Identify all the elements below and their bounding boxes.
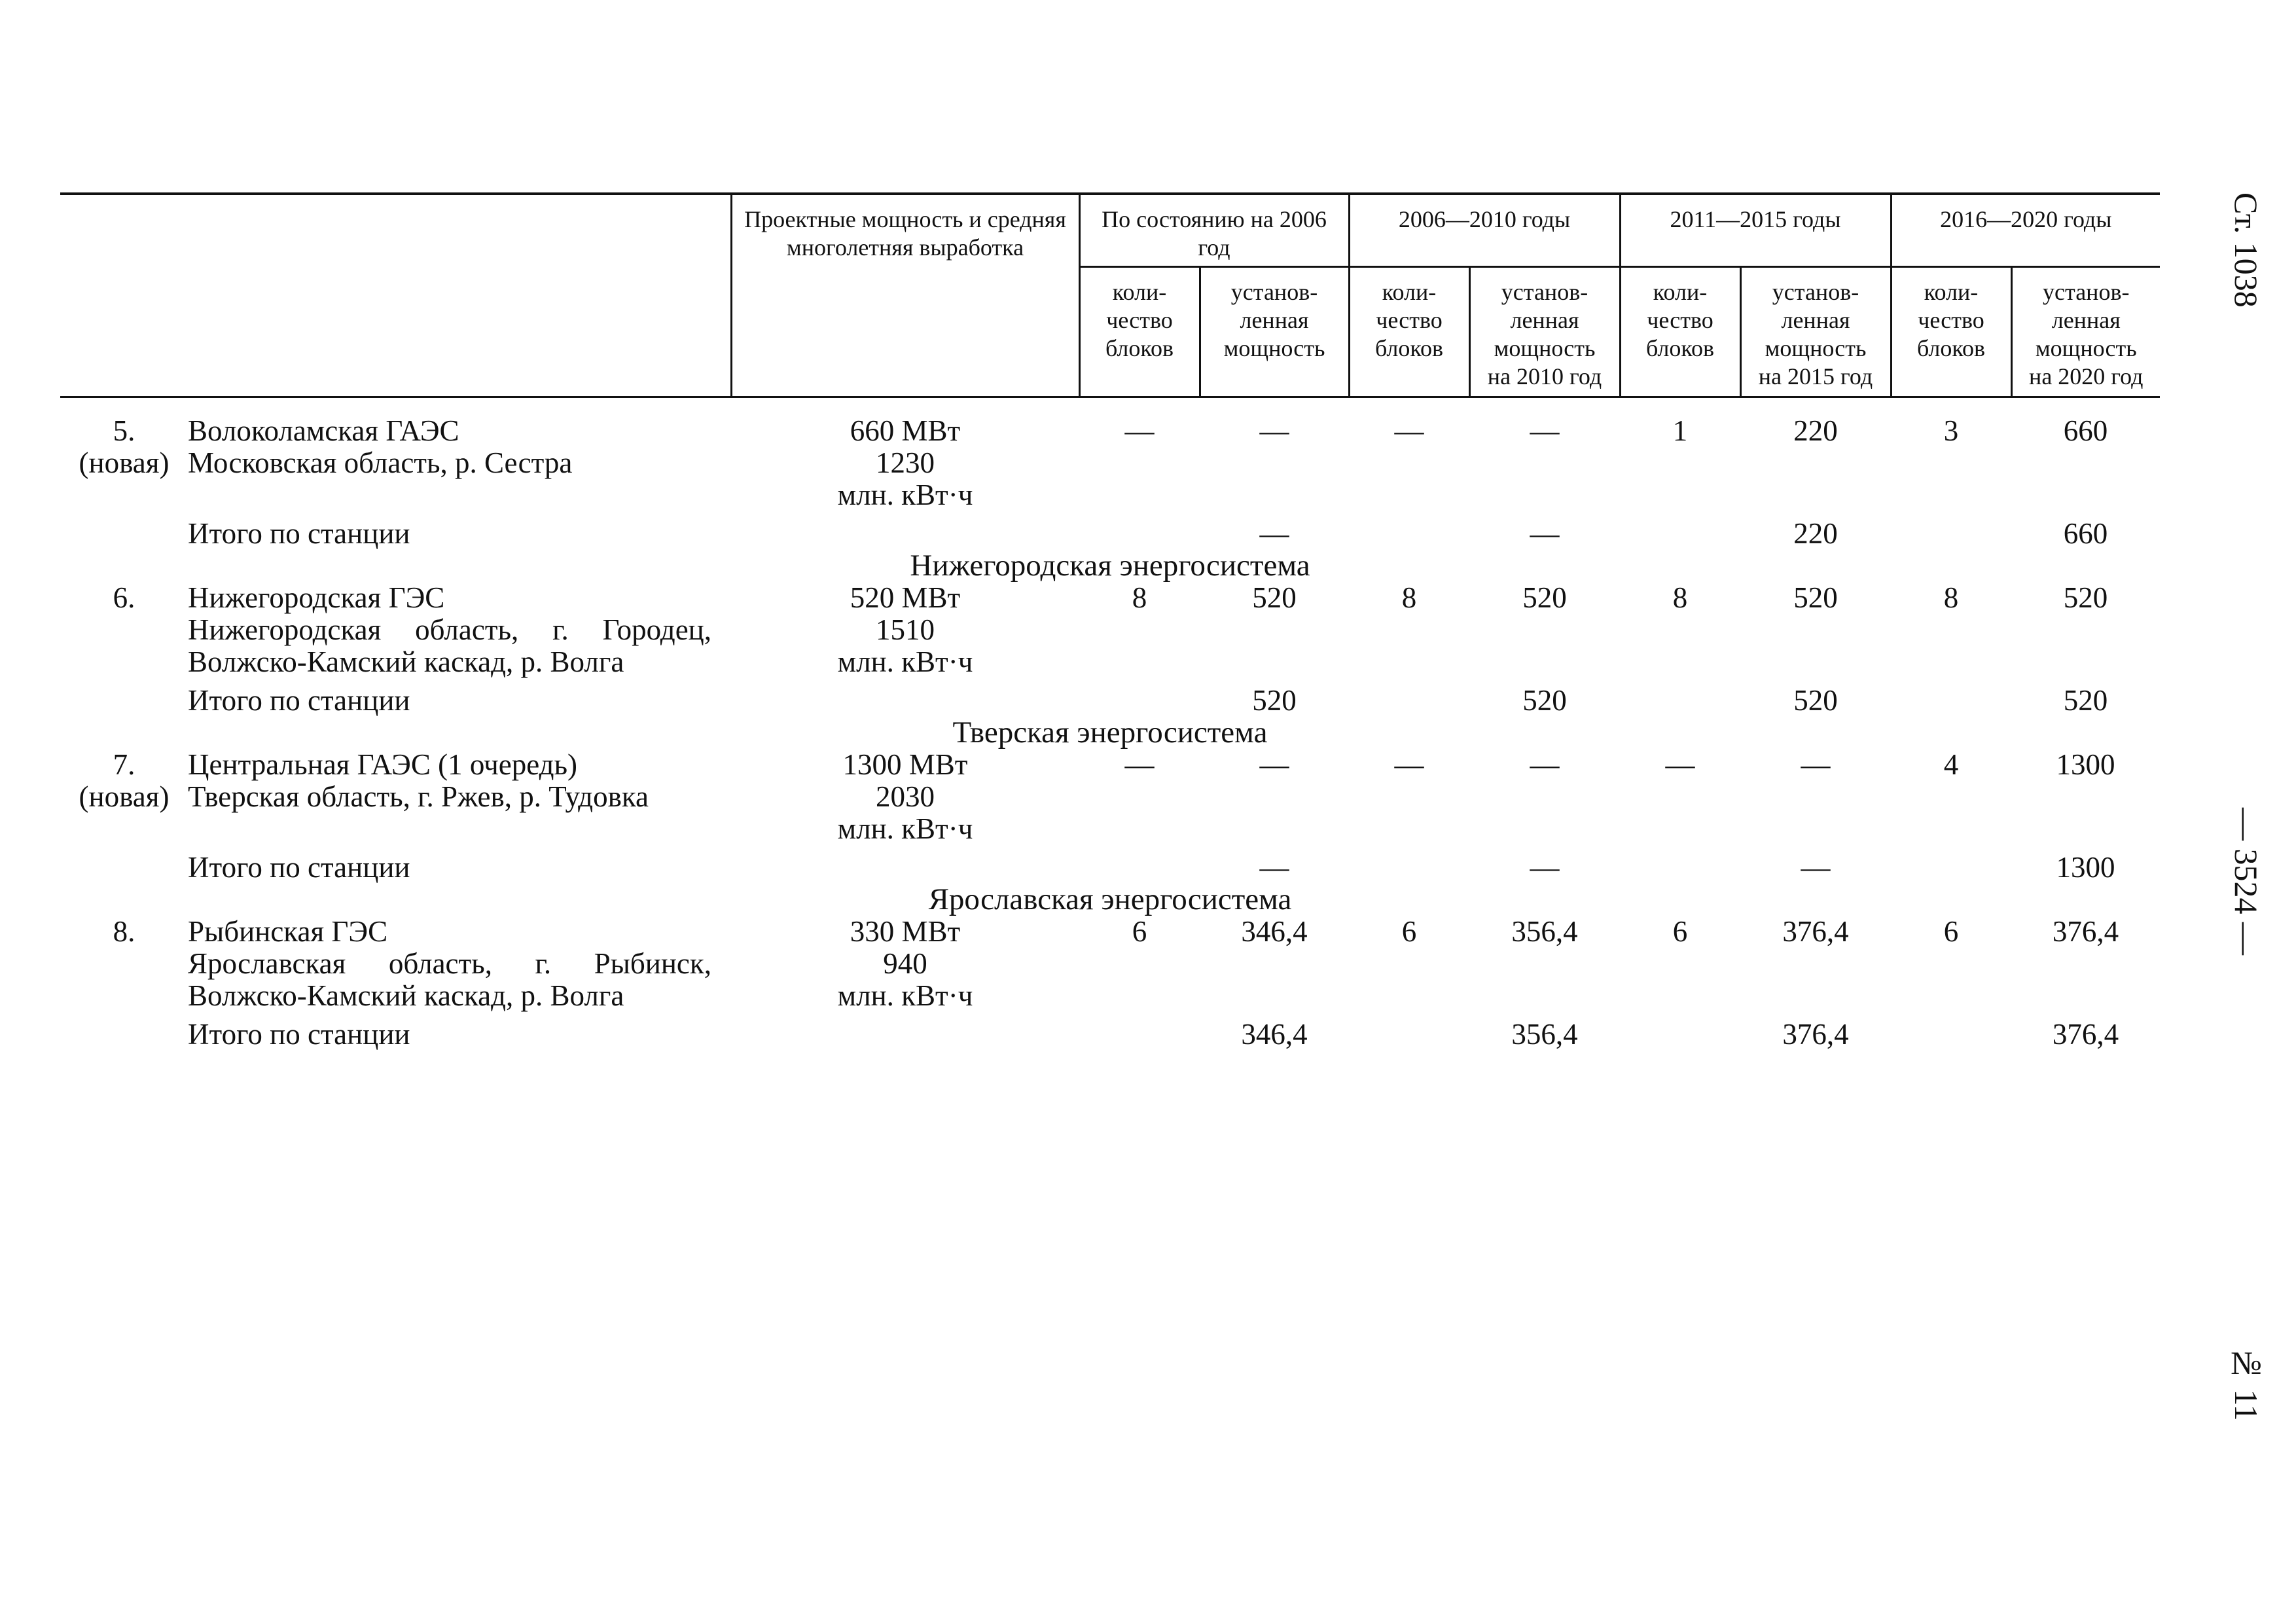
section-title: Ярославская энергосистема [928,882,1292,916]
units-count: 8 [1401,581,1417,614]
design-power: 660 МВт [850,414,961,447]
spacer-row [60,397,2160,416]
section-title: Тверская энергосистема [952,715,1268,749]
subheader-2: коли- чество блоков [1349,267,1469,397]
design-power: 1300 МВт [842,748,968,781]
total-blank [1620,678,1740,717]
section-row [60,717,2160,749]
station-location: Тверская область, г. Ржев, р. Тудовка [188,780,649,813]
table-row [60,582,2160,678]
total-label: Итого по станции [188,684,410,717]
station-name-cell [188,582,731,678]
station-location: Московская область, р. Сестра [188,446,573,479]
total-capacity: 520 [1522,684,1567,717]
units-count: 1 [1672,414,1688,447]
total-capacity: 1300 [2056,851,2115,884]
units-count: 4 [1943,748,1959,781]
table-body [60,397,2160,1051]
design-output: 1510 [876,613,935,646]
total-capacity: — [1801,851,1831,884]
total-capacity: 520 [2063,684,2108,717]
total-blank [1349,845,1469,884]
total-blank [1349,511,1469,550]
design-output-unit: млн. кВт·ч [837,645,973,678]
station-location: Волжско-Камский каскад, р. Волга [188,645,624,678]
station-name: Волоколамская ГАЭС [188,414,459,447]
installed-capacity: — [1801,748,1831,781]
total-blank [1079,678,1200,717]
total-blank [1620,1012,1740,1051]
table-row [60,916,2160,1012]
header-design-capacity: Проектные мощность и средняя многолетняя выработка [731,194,1079,397]
design-capacity-cell [731,582,1079,678]
units-count: 6 [1943,915,1959,948]
subheader-3: установ- ленная мощность на 2010 год [1469,267,1620,397]
station-name: Нижегородская ГЭС [188,581,445,614]
header-blank [60,194,731,397]
station-number: 6. [113,581,135,614]
section-title: Нижегородская энергосистема [910,549,1310,583]
subheader-5: установ- ленная мощность на 2015 год [1740,267,1891,397]
installed-capacity: 660 [2063,414,2108,447]
table-header [60,194,2160,397]
installed-capacity: 356,4 [1511,915,1578,948]
station-number: 5. [113,414,135,447]
total-blank [1891,678,2011,717]
total-blank [1620,845,1740,884]
spacer [60,397,2160,416]
total-capacity: — [1530,517,1560,550]
capacity-table [60,192,2160,1051]
installed-capacity: 376,4 [1782,915,1849,948]
station-number: 8. [113,915,135,948]
units-count: 6 [1132,915,1147,948]
station-name-cell [188,415,731,511]
installed-capacity: 346,4 [1241,915,1308,948]
design-capacity-cell [731,916,1079,1012]
total-capacity: 520 [1793,684,1838,717]
station-location: Волжско-Камский каскад, р. Волга [188,979,624,1012]
units-count: — [1124,748,1155,781]
total-capacity: 660 [2063,517,2108,550]
installed-capacity: — [1259,414,1289,447]
subheader-4: коли- чество блоков [1620,267,1740,397]
total-row [60,678,2160,717]
station-name: Рыбинская ГЭС [188,915,388,948]
design-capacity-cell [731,415,1079,511]
station-location: Ярославская область, г. Рыбинск, [188,947,711,980]
total-capacity: 220 [1793,517,1838,550]
page-number: — 3524 — [2228,808,2265,955]
units-count: 8 [1943,581,1959,614]
units-count: 6 [1672,915,1688,948]
total-capacity: — [1530,851,1560,884]
units-count: — [1394,748,1424,781]
total-blank [1891,1012,2011,1051]
station-number-cell [60,582,188,678]
total-capacity: 520 [1252,684,1297,717]
installed-capacity: 1300 [2056,748,2115,781]
total-blank [60,678,188,717]
page-side-margin [2225,192,2267,1469]
total-label: Итого по станции [188,851,410,884]
station-name: Центральная ГАЭС (1 очередь) [188,748,578,781]
design-output: 1230 [876,446,935,479]
design-output-unit: млн. кВт·ч [837,979,973,1012]
total-row [60,845,2160,884]
installed-capacity: — [1259,748,1289,781]
total-blank [1349,678,1469,717]
total-row [60,1012,2160,1051]
design-output-unit: млн. кВт·ч [837,812,973,845]
total-blank [731,511,1079,550]
header-group-2011-2015: 2011—2015 годы [1620,194,1891,267]
total-blank [731,845,1079,884]
units-count: 3 [1943,414,1959,447]
total-capacity: 356,4 [1511,1018,1578,1051]
header-group-2006-2010: 2006—2010 годы [1349,194,1620,267]
subheader-7: установ- ленная мощность на 2020 год [2011,267,2160,397]
total-capacity: — [1259,851,1289,884]
units-count: 8 [1132,581,1147,614]
station-location: Нижегородская область, г. Городец, [188,613,711,646]
total-capacity: 376,4 [2052,1018,2119,1051]
installed-capacity: — [1530,748,1560,781]
total-capacity: 376,4 [1782,1018,1849,1051]
issue-number: № 11 [2228,1344,2265,1421]
total-capacity: — [1259,517,1289,550]
total-blank [1620,511,1740,550]
installed-capacity: 520 [2063,581,2108,614]
total-blank [1079,1012,1200,1051]
total-blank [1079,511,1200,550]
page-label: Ст. 1038 [2228,192,2265,308]
total-label: Итого по станции [188,517,410,550]
table-row [60,749,2160,845]
station-name-cell [188,749,731,845]
installed-capacity: 220 [1793,414,1838,447]
units-count: — [1124,414,1155,447]
station-number: 7. [113,748,135,781]
units-count: — [1665,748,1695,781]
total-capacity: 346,4 [1241,1018,1308,1051]
station-tag: (новая) [79,446,170,479]
units-count: 8 [1672,581,1688,614]
design-power: 520 МВт [850,581,961,614]
design-output-unit: млн. кВт·ч [837,478,973,511]
station-number-cell [60,749,188,845]
total-blank [731,1012,1079,1051]
header-group-2016-2020: 2016—2020 годы [1891,194,2160,267]
installed-capacity: 520 [1252,581,1297,614]
total-blank [60,511,188,550]
total-blank [60,1012,188,1051]
units-count: — [1394,414,1424,447]
installed-capacity: 520 [1522,581,1567,614]
total-blank [1349,1012,1469,1051]
header-group-2006: По состоянию на 2006 год [1079,194,1349,267]
total-blank [731,678,1079,717]
subheader-1: установ- ленная мощность [1200,267,1349,397]
total-blank [1891,845,2011,884]
subheader-6: коли- чество блоков [1891,267,2011,397]
design-output: 2030 [876,780,935,813]
section-row [60,884,2160,916]
station-number-cell [60,415,188,511]
table-row [60,415,2160,511]
units-count: 6 [1401,915,1417,948]
total-blank [1891,511,2011,550]
station-number-cell [60,916,188,1012]
design-output: 940 [883,947,927,980]
installed-capacity: 520 [1793,581,1838,614]
installed-capacity: 376,4 [2052,915,2119,948]
station-name-cell [188,916,731,1012]
subheader-0: коли- чество блоков [1079,267,1200,397]
section-row [60,550,2160,582]
total-row [60,511,2160,550]
total-blank [60,845,188,884]
installed-capacity: — [1530,414,1560,447]
design-capacity-cell [731,749,1079,845]
total-label: Итого по станции [188,1018,410,1051]
station-tag: (новая) [79,780,170,813]
total-blank [1079,845,1200,884]
design-power: 330 МВт [850,915,961,948]
